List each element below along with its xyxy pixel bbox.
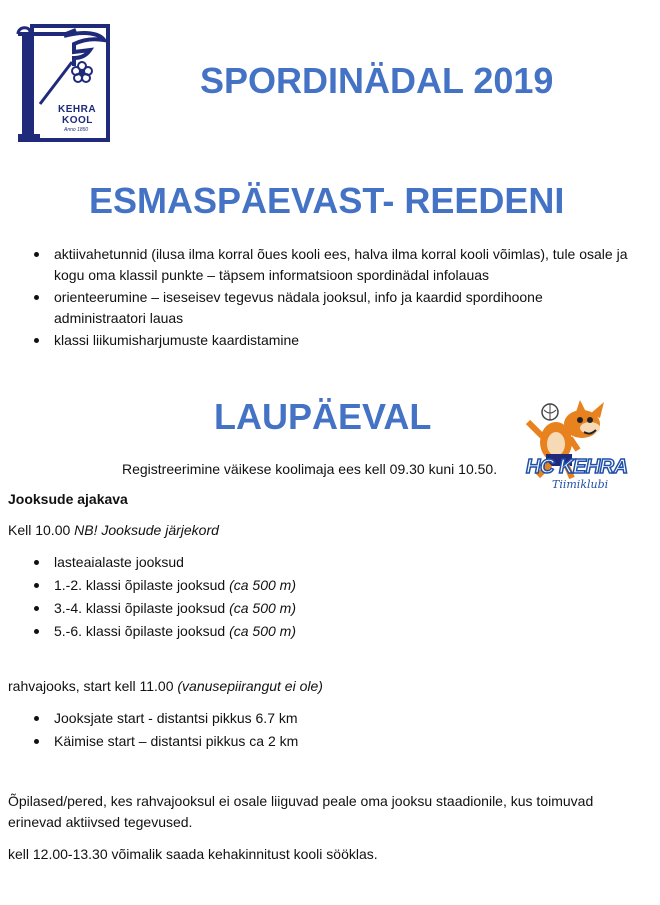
race-distance: (ca 500 m) (229, 600, 297, 616)
public-run-line (8, 676, 323, 697)
start-time-label: Kell 10.00 (8, 522, 75, 538)
race-label: 5.-6. klassi õpilaste jooksud (54, 623, 230, 639)
saturday-heading: LAUPÄEVAL (214, 396, 432, 437)
weekdays-list (30, 244, 630, 351)
list-item: orienteerumine – iseseisev tegevus nädala jooksul, info ja kaardid spordihoone administraatori lauas (30, 287, 630, 329)
race-distance: (ca 500 m) (229, 577, 297, 593)
hc-kehra-logo (520, 398, 632, 496)
list-item: Käimise start – distantsi pikkus ca 2 km (30, 731, 630, 752)
page-title: SPORDINÄDAL 2019 (200, 60, 554, 101)
race-order-note: NB! Jooksude järjekord (74, 522, 219, 538)
registration-note: Registreerimine väikese koolimaja ees kell 09.30 kuni 10.50. (122, 461, 498, 477)
logo-text-kehra: KEHRA (58, 104, 97, 115)
public-run-label: rahvajooks, start kell 11.00 (8, 678, 178, 694)
food-note: kell 12.00-13.30 võimalik saada kehakinnitust kooli sööklas. (8, 846, 378, 862)
logo-text-kool: KOOL (62, 115, 93, 126)
hc-kehra-script: Tiimiklubi (552, 478, 609, 491)
list-item: aktiivahetunnid (ilusa ilma korral õues kooli ees, halva ilma korral kooli võimlas), tule osale ja kogu oma klassil punkte – täpsem informatsioon spordinädal infolauas (30, 244, 630, 286)
start-time-line (8, 520, 219, 541)
public-run-note: (vanusepiirangut ei ole) (177, 678, 323, 694)
list-item: klassi liikumisharjumuste kaardistamine (30, 330, 630, 351)
logo-text-since: Anno 1850 (64, 127, 89, 133)
race-label: lasteaialaste jooksud (54, 554, 184, 570)
race-distance: (ca 500 m) (229, 623, 297, 639)
weekdays-heading: ESMASPÄEVAST- REEDENI (89, 180, 565, 221)
races-list (30, 552, 630, 642)
list-item (30, 621, 630, 642)
public-run-list (30, 708, 630, 752)
list-item (30, 552, 630, 573)
list-item (30, 598, 630, 619)
race-label: 3.-4. klassi õpilaste jooksud (54, 600, 230, 616)
race-label: 1.-2. klassi õpilaste jooksud (54, 577, 230, 593)
students-note: Õpilased/pered, kes rahvajooksul ei osale liiguvad peale oma jooksu staadionile, kus toimuvad erinevad aktiivsed tegevused. (8, 793, 594, 830)
list-item (30, 575, 630, 596)
schedule-heading: Jooksude ajakava (8, 491, 128, 507)
hc-kehra-wordmark: HC KEHRA (526, 456, 628, 478)
list-item: Jooksjate start - distantsi pikkus 6.7 km (30, 708, 630, 729)
school-logo (16, 22, 112, 146)
